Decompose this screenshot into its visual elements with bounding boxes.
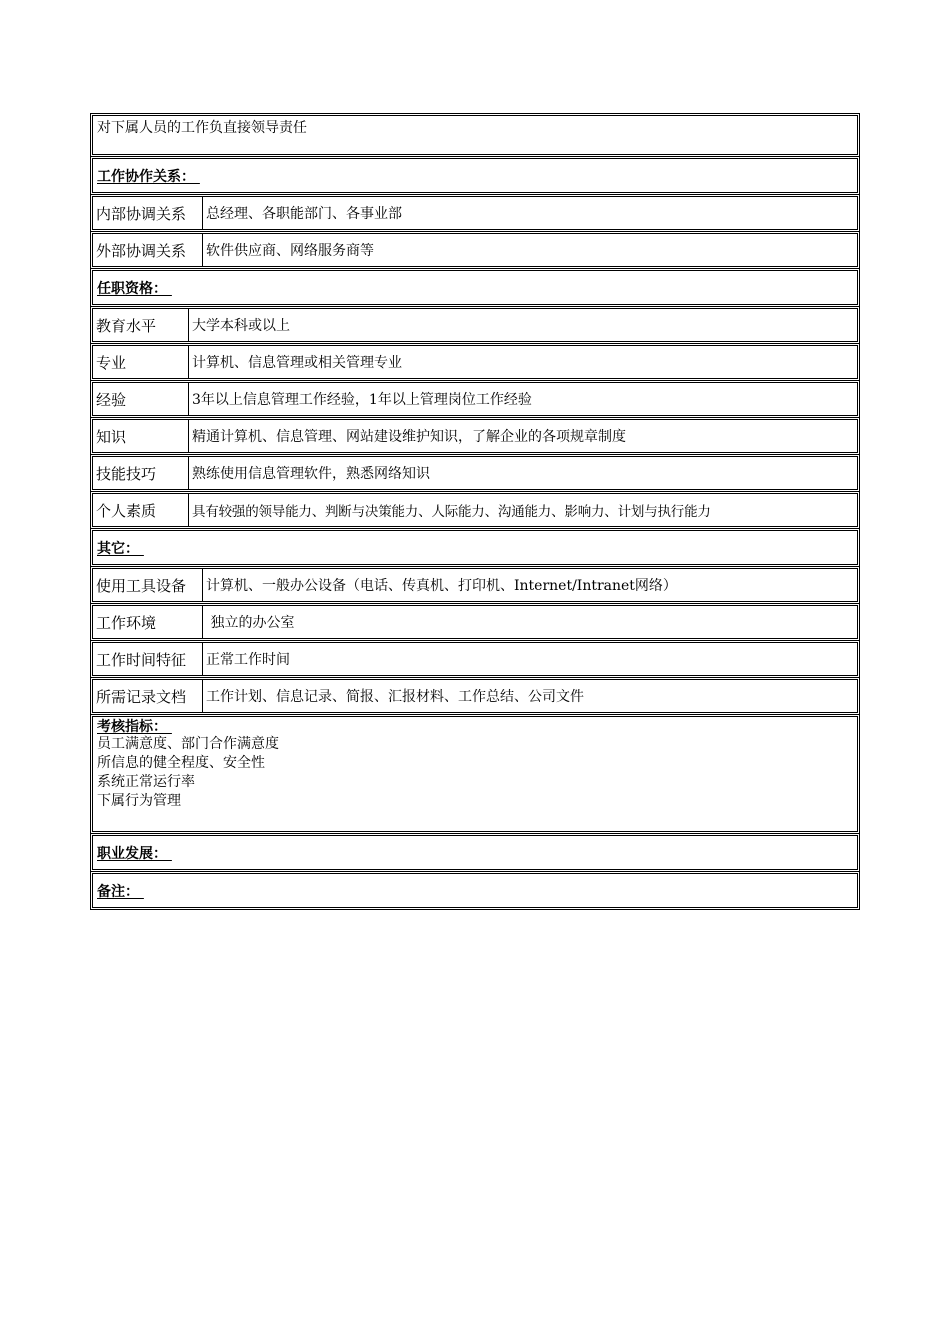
assessment-item: 下属行为管理 — [97, 793, 181, 809]
section-career — [92, 835, 858, 870]
section-assessment — [92, 716, 858, 832]
row-value: 具有较强的领导能力、判断与决策能力、人际能力、沟通能力、影响力、计划与执行能力 — [192, 504, 711, 520]
row-value: 总经理、各职能部门、各事业部 — [206, 206, 402, 222]
section-other — [92, 530, 858, 565]
row-value: 计算机、信息管理或相关管理专业 — [192, 355, 402, 371]
row-label: 工作环境 — [93, 606, 203, 638]
row-label: 教育水平 — [93, 309, 189, 341]
cooperation-row-internal — [92, 196, 858, 230]
row-value: 大学本科或以上 — [192, 318, 290, 334]
row-value: 软件供应商、网络服务商等 — [206, 243, 374, 259]
assessment-item: 员工满意度、部门合作满意度 — [97, 736, 279, 752]
qualification-row-major — [92, 345, 858, 379]
qualification-row-experience — [92, 382, 858, 416]
section-title-remarks: 备注： — [97, 883, 144, 900]
section-title-career: 职业发展： — [97, 845, 172, 862]
section-title-assessment: 考核指标： — [97, 719, 172, 735]
other-row-documents — [92, 679, 858, 713]
row-label: 外部协调关系 — [93, 234, 203, 266]
row-value: 熟练使用信息管理软件，熟悉网络知识 — [192, 466, 430, 482]
row-label: 所需记录文档 — [93, 680, 203, 712]
assessment-item: 所信息的健全程度、安全性 — [97, 755, 265, 771]
other-row-environment — [92, 605, 858, 639]
section-title-qualification: 任职资格： — [97, 280, 172, 297]
section-cooperation — [92, 158, 858, 193]
other-row-worktime — [92, 642, 858, 676]
row-value: 独立的办公室 — [206, 615, 295, 631]
job-description-document — [92, 115, 858, 911]
section-qualification — [92, 270, 858, 305]
assessment-item: 系统正常运行率 — [97, 774, 195, 790]
responsibility-row — [92, 115, 858, 155]
row-label: 经验 — [93, 383, 189, 415]
other-row-tools — [92, 568, 858, 602]
cooperation-row-external — [92, 233, 858, 267]
row-label: 技能技巧 — [93, 457, 189, 489]
section-remarks — [92, 873, 858, 908]
row-value: 计算机、一般办公设备（电话、传真机、打印机、Internet/Intranet网络） — [206, 578, 677, 594]
row-value: 精通计算机、信息管理、网站建设维护知识，了解企业的各项规章制度 — [192, 429, 626, 445]
section-title-cooperation: 工作协作关系： — [97, 168, 200, 185]
qualification-row-knowledge — [92, 419, 858, 453]
section-title-other: 其它： — [97, 540, 144, 557]
row-label: 知识 — [93, 420, 189, 452]
row-value: 工作计划、信息记录、简报、汇报材料、工作总结、公司文件 — [206, 689, 584, 705]
qualification-row-education — [92, 308, 858, 342]
row-label: 内部协调关系 — [93, 197, 203, 229]
row-value: 3年以上信息管理工作经验，1年以上管理岗位工作经验 — [192, 392, 532, 408]
row-value: 正常工作时间 — [206, 652, 290, 668]
row-label: 工作时间特征 — [93, 643, 203, 675]
row-label: 个人素质 — [93, 494, 189, 526]
row-label: 使用工具设备 — [93, 569, 203, 601]
qualification-row-personal — [92, 493, 858, 527]
responsibility-text: 对下属人员的工作负直接领导责任 — [97, 120, 307, 136]
row-label: 专业 — [93, 346, 189, 378]
qualification-row-skills — [92, 456, 858, 490]
